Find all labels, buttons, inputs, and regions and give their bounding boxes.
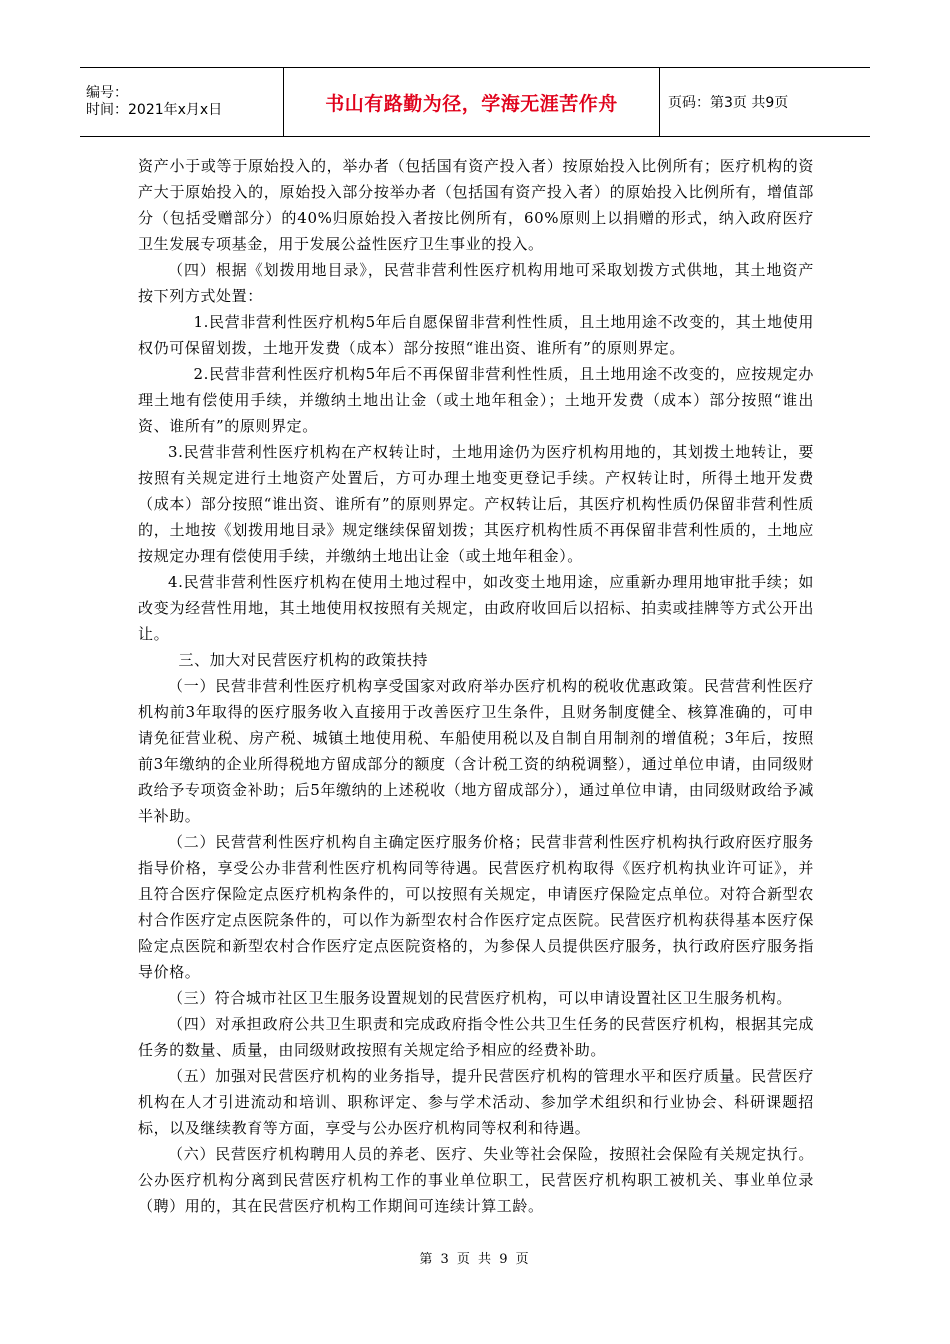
- date-label: 时间：2021年x月x日: [86, 102, 223, 118]
- paragraph: 2.民营非营利性医疗机构5年后不再保留非营利性性质，且土地用途不改变的，应按规定办理土地有偿使用手续，并缴纳土地出让金（或土地年租金）；土地开发费（成本）部分按照“谁出资、谁所有”的原则界定。: [138, 365, 814, 435]
- page-header: [80, 67, 870, 137]
- paragraph: 3.民营非营利性医疗机构在产权转让时，土地用途仍为医疗机构用地的，其划拨土地转让，要按照有关规定进行土地资产处置后，方可办理土地变更登记手续。产权转让时，所得土地开发费（成本）部分按照“谁出资、谁所有”的原则界定。产权转让后，其医疗机构性质仍保留非营利性质的，土地按《划拨用地目录》规定继续保留划拨；其医疗机构性质不再保留非营利性质的，土地应按规定办理有偿使用手续，并缴纳土地出让金（或土地年租金）。: [138, 443, 814, 565]
- header-motto: 书山有路勤为径，学海无涯苦作舟: [284, 68, 660, 136]
- paragraph: 资产小于或等于原始投入的，举办者（包括国有资产投入者）按原始投入比例所有；医疗机构的资产大于原始投入的，原始投入部分按举办者（包括国有资产投入者）的原始投入比例所有，增值部分（包括受赠部分）的40%归原始投入者按比例所有，60%原则上以捐赠的形式，纳入政府医疗卫生发展专项基金，用于发展公益性医疗卫生事业的投入。: [138, 157, 814, 253]
- paragraph: 1.民营非营利性医疗机构5年后自愿保留非营利性性质，且土地用途不改变的，其土地使用权仍可保留划拨，土地开发费（成本）部分按照“谁出资、谁所有”的原则界定。: [138, 313, 814, 357]
- section-heading: 三、加大对民营医疗机构的政策扶持: [178, 651, 429, 669]
- paragraph: （四）对承担政府公共卫生职责和完成政府指令性公共卫生任务的民营医疗机构，根据其完成任务的数量、质量，由同级财政按照有关规定给予相应的经费补助。: [138, 1015, 814, 1059]
- paragraph: （一）民营非营利性医疗机构享受国家对政府举办医疗机构的税收优惠政策。民营营利性医疗机构前3年取得的医疗服务收入直接用于改善医疗卫生条件，且财务制度健全、核算准确的，可申请免征营业税、房产税、城镇土地使用税、车船使用税以及自制自用制剂的增值税；3年后，按照前3年缴纳的企业所得税地方留成部分的额度（含计税工资的纳税调整），通过单位申请，由同级财政给予专项资金补助；后5年缴纳的上述税收（地方留成部分），通过单位申请，由同级财政给予减半补助。: [138, 677, 814, 825]
- paragraph: 4.民营非营利性医疗机构在使用土地过程中，如改变土地用途，应重新办理用地审批手续；如改变为经营性用地，其土地使用权按照有关规定，由政府收回后以招标、拍卖或挂牌等方式公开出让。: [138, 573, 814, 643]
- paragraph: （四）根据《划拨用地目录》，民营非营利性医疗机构用地可采取划拨方式供地，其土地资产按下列方式处置：: [138, 261, 814, 305]
- number-label: 编号：: [86, 85, 128, 101]
- page-footer: 第 3 页 共 9 页: [419, 1252, 531, 1267]
- header-left-cell: [80, 68, 284, 136]
- paragraph: （五）加强对民营医疗机构的业务指导，提升民营医疗机构的管理水平和医疗质量。民营医疗机构在人才引进流动和培训、职称评定、参与学术活动、参加学术组织和行业协会、科研课题招标，以及继续教育等方面，享受与公办医疗机构同等权利和待遇。: [138, 1067, 814, 1137]
- paragraph: （二）民营营利性医疗机构自主确定医疗服务价格；民营非营利性医疗机构执行政府医疗服务指导价格，享受公办非营利性医疗机构同等待遇。民营医疗机构取得《医疗机构执业许可证》，并且符合医疗保险定点医疗机构条件的，可以按照有关规定，申请医疗保险定点单位。对符合新型农村合作医疗定点医院条件的，可以作为新型农村合作医疗定点医院。民营医疗机构获得基本医疗保险定点医院和新型农村合作医疗定点医院资格的，为参保人员提供医疗服务，执行政府医疗服务指导价格。: [138, 833, 814, 981]
- paragraph: （三）符合城市社区卫生服务设置规划的民营医疗机构，可以申请设置社区卫生服务机构。: [168, 989, 793, 1007]
- paragraph: （六）民营医疗机构聘用人员的养老、医疗、失业等社会保险，按照社会保险有关规定执行。公办医疗机构分离到民营医疗机构工作的事业单位职工，民营医疗机构职工被机关、事业单位录（聘）用的，其在民营医疗机构工作期间可连续计算工龄。: [138, 1145, 814, 1215]
- header-page-info: 页码：第3页 共9页: [668, 95, 789, 111]
- document-body: [138, 153, 814, 1219]
